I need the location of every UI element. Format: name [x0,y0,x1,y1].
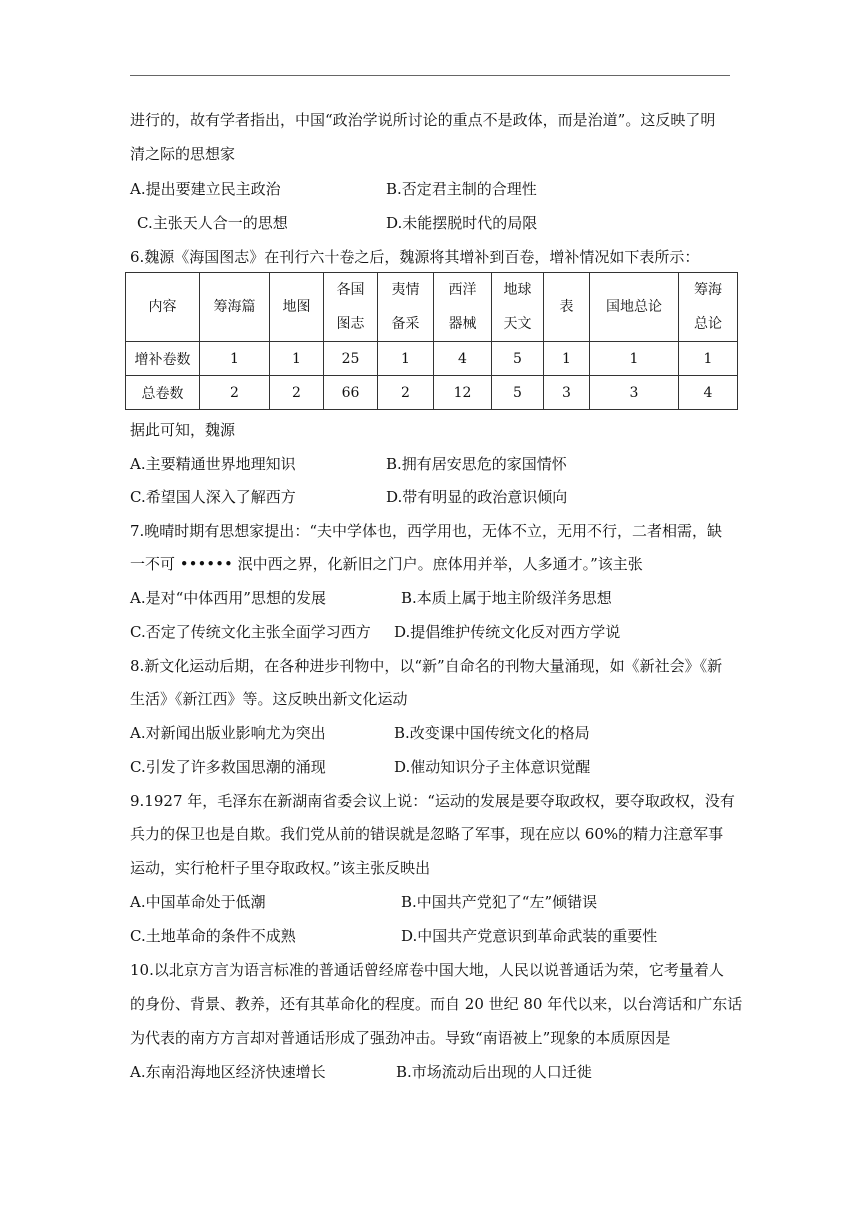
q8-stem-line1: 8.新文化运动后期，在各种进步刊物中，以“新”自命名的刊物大量涌现，如《新社会》《新 [130,657,723,675]
table-cell: 4 [679,376,738,410]
table-cell: 1 [378,342,434,376]
q5-option-b: B.否定君主制的合理性 [386,180,537,198]
q9-option-a: A.中国革命处于低潮 [130,893,266,911]
table-cell: 4 [434,342,492,376]
table-header-row [126,273,738,342]
q5-stem-line1: 进行的，故有学者指出，中国“政治学说所讨论的重点不是政体，而是治道”。这反映了明 [130,111,716,129]
table-cell: 25 [324,342,378,376]
q8-option-a: A.对新闻出版业影响尤为突出 [130,724,326,742]
table-cell: 1 [679,342,738,376]
table-header-cell: 夷情 备采 [378,273,434,342]
q8-option-b: B.改变课中国传统文化的格局 [394,724,590,742]
table-cell: 3 [590,376,679,410]
table-cell: 12 [434,376,492,410]
q10-stem-line1: 10.以北京方言为语言标准的普通话曾经席卷中国大地，人民以说普通话为荣，它考量着人 [130,961,724,979]
q7-stem-line1: 7.晚晴时期有思想家提出：“夫中学体也，西学用也，无体不立，无用不行，二者相需，缺 [130,522,722,540]
q6-after-text: 据此可知，魏源 [130,421,236,439]
table-cell: 3 [544,376,590,410]
q7-stem-line2: 一不可 •••••• 泯中西之界，化新旧之门户。庶体用并举，人多通才。”该主张 [130,555,643,573]
q5-stem-line2: 清之际的思想家 [130,145,236,163]
q10-stem-line3: 为代表的南方方言却对普通话形成了强劲冲击。导致“南语被上”现象的本质原因是 [130,1029,671,1047]
table-header-cell: 表 [544,273,590,342]
q6-table [125,272,738,410]
q7-option-a: A.是对“中体西用”思想的发展 [130,589,326,607]
q9-option-b: B.中国共产党犯了“左”倾错误 [401,893,598,911]
q5-option-a: A.提出要建立民主政治 [130,180,281,198]
q9-stem-line2: 兵力的保卫也是自欺。我们党从前的错误就是忽略了军事，现在应以 60%的精力注意军事 [130,825,724,843]
q8-option-d: D.催动知识分子主体意识觉醒 [394,758,591,776]
table-row [126,376,738,410]
table-header-cell: 地图 [270,273,324,342]
q6-option-c: C.希望国人深入了解西方 [130,488,296,506]
q6-option-d: D.带有明显的政治意识倾向 [386,488,568,506]
q9-option-c: C.土地革命的条件不成熟 [130,927,296,945]
q6-option-b: B.拥有居安思危的家国情怀 [386,455,567,473]
table-row [126,342,738,376]
table-cell: 66 [324,376,378,410]
table-cell: 5 [492,376,544,410]
table-header-cell: 筹海 总论 [679,273,738,342]
table-header-cell: 国地总论 [590,273,679,342]
table-cell: 1 [544,342,590,376]
q8-option-c: C.引发了许多救国思潮的涌现 [130,758,326,776]
q7-option-b: B.本质上属于地主阶级洋务思想 [401,589,612,607]
table-header-cell: 各国 图志 [324,273,378,342]
q9-stem-line3: 运动，实行枪杆子里夺取政权。”该主张反映出 [130,859,431,877]
q5-option-c: C.主张天人合一的思想 [137,214,288,232]
q7-option-d: D.提倡维护传统文化反对西方学说 [394,623,621,641]
q10-option-b: B.市场流动后出现的人口迁徙 [396,1063,592,1081]
q9-option-d: D.中国共产党意识到革命武装的重要性 [401,927,658,945]
table-cell: 增补卷数 [126,342,200,376]
q6-stem: 6.魏源《海国图志》在刊行六十卷之后，魏源将其增补到百卷，增补情况如下表所示： [130,248,700,266]
q5-option-d: D.未能摆脱时代的局限 [386,214,538,232]
table-header-cell: 西洋 器械 [434,273,492,342]
table-cell: 1 [270,342,324,376]
table-cell: 5 [492,342,544,376]
table-cell: 总卷数 [126,376,200,410]
table-header-cell: 地球 天文 [492,273,544,342]
table-header-cell: 内容 [126,273,200,342]
table-cell: 2 [378,376,434,410]
q6-option-a: A.主要精通世界地理知识 [130,455,296,473]
table-cell: 2 [270,376,324,410]
table-cell: 1 [590,342,679,376]
table-cell: 2 [200,376,270,410]
q8-stem-line2: 生活》《新江西》等。这反映出新文化运动 [130,690,408,708]
table-header-cell: 筹海篇 [200,273,270,342]
table-cell: 1 [200,342,270,376]
q9-stem-line1: 9.1927 年，毛泽东在新湖南省委会议上说：“运动的发展是要夺取政权，要夺取政权，没有 [130,792,735,810]
q10-stem-line2: 的身份、背景、教养，还有其革命化的程度。而自 20 世纪 80 年代以来，以台湾话和广东话 [130,995,743,1013]
header-rule [130,75,730,76]
q10-option-a: A.东南沿海地区经济快速增长 [130,1063,326,1081]
q7-option-c: C.否定了传统文化主张全面学习西方 [130,623,371,641]
